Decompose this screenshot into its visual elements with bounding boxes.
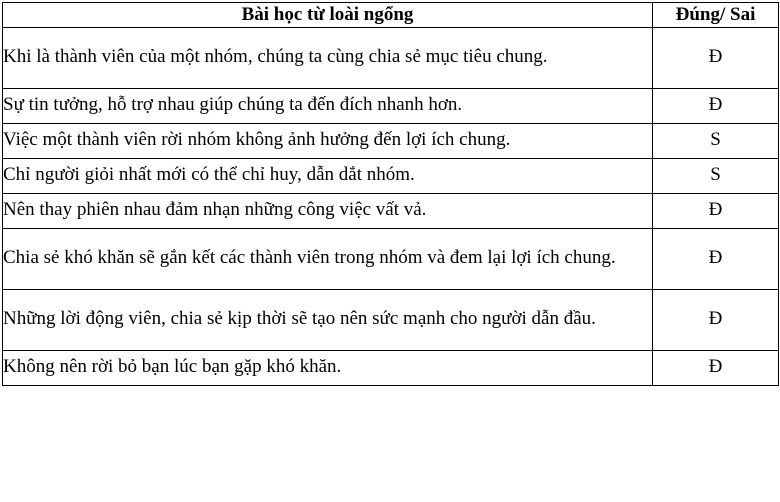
table-row (3, 228, 779, 289)
table-header-row (3, 3, 779, 28)
statement-cell: Chia sẻ khó khăn sẽ gắn kết các thành viên trong nhóm và đem lại lợi ích chung. (3, 228, 653, 289)
lesson-table (2, 2, 779, 386)
statement-cell: Khi là thành viên của một nhóm, chúng ta cùng chia sẻ mục tiêu chung. (3, 27, 653, 88)
answer-cell: Đ (653, 289, 779, 350)
table-row (3, 123, 779, 158)
answer-cell: S (653, 158, 779, 193)
table-row (3, 88, 779, 123)
answer-cell: Đ (653, 193, 779, 228)
table-row (3, 193, 779, 228)
answer-cell: Đ (653, 350, 779, 385)
statement-cell: Sự tin tưởng, hỗ trợ nhau giúp chúng ta đến đích nhanh hơn. (3, 88, 653, 123)
table-body (3, 27, 779, 385)
statement-cell: Những lời động viên, chia sẻ kịp thời sẽ tạo nên sức mạnh cho người dẫn đầu. (3, 289, 653, 350)
table-row (3, 350, 779, 385)
answer-cell: Đ (653, 228, 779, 289)
table-header (3, 3, 779, 28)
table-row (3, 27, 779, 88)
column-header-answer: Đúng/ Sai (653, 3, 779, 28)
table-row (3, 289, 779, 350)
table-row (3, 158, 779, 193)
answer-cell: Đ (653, 27, 779, 88)
column-header-statement: Bài học từ loài ngổng (3, 3, 653, 28)
worksheet-page (0, 2, 780, 502)
statement-cell: Nên thay phiên nhau đảm nhạn những công việc vất vả. (3, 193, 653, 228)
statement-cell: Chỉ người giỏi nhất mới có thể chỉ huy, dẫn dắt nhóm. (3, 158, 653, 193)
statement-cell: Việc một thành viên rời nhóm không ảnh hưởng đến lợi ích chung. (3, 123, 653, 158)
answer-cell: Đ (653, 88, 779, 123)
statement-cell: Không nên rời bỏ bạn lúc bạn gặp khó khăn. (3, 350, 653, 385)
answer-cell: S (653, 123, 779, 158)
